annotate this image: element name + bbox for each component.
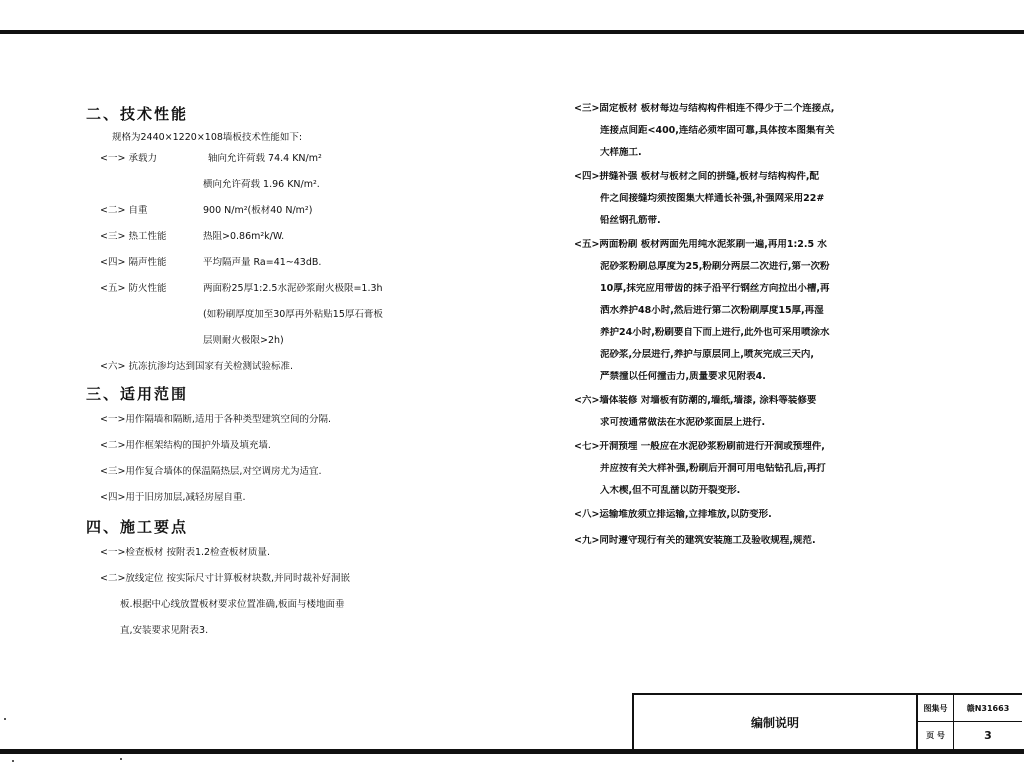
- construction-item: <三>固定板材 板材每边与结构构件相连不得少于二个连接点,: [574, 103, 835, 114]
- section-title-scope: 三、适用范围: [86, 385, 189, 403]
- construction-item-continuation: 件之间接缝均须按图集大样通长补强,补强网采用22#: [600, 193, 825, 204]
- property-row: [100, 283, 498, 297]
- construction-item-continuation: 泥砂浆,分层进行,养护与原层同上,喷灰完成三天内,: [600, 349, 814, 360]
- property-label: <三> 热工性能: [100, 231, 167, 242]
- property-row: [100, 309, 498, 323]
- construction-item: <四>拼缝补强 板材与板材之间的拼缝,板材与结构构件,配: [574, 171, 819, 182]
- property-row: [100, 153, 498, 167]
- scope-item: <三>用作复合墙体的保温隔热层,对空调房尤为适宜.: [100, 466, 322, 477]
- scope-item: <一>用作隔墙和隔断,适用于各种类型建筑空间的分隔.: [100, 414, 331, 425]
- property-value: 轴向允许荷载 74.4 KN/m²: [208, 153, 322, 164]
- construction-item-continuation: 养护24小时,粉刷要自下而上进行,此外也可采用喷涂水: [600, 327, 830, 338]
- construction-item-continuation: 洒水养护48小时,然后进行第二次粉刷厚度15厚,再湿: [600, 305, 824, 316]
- section-title-technical-performance: 二、技术性能: [86, 105, 189, 123]
- left-column: [78, 103, 498, 651]
- construction-item: <九>同时遵守现行有关的建筑安装施工及验收规程,规范.: [574, 535, 816, 546]
- construction-item-continuation: 直,安装要求见附表3.: [120, 625, 209, 636]
- property-row: [100, 179, 498, 193]
- scan-speck: [12, 760, 14, 762]
- spec-intro: 规格为2440×1220×108墙板技术性能如下:: [112, 132, 303, 143]
- property-value: 平均隔声量 Ra=41~43dB.: [203, 257, 322, 268]
- property-row: [100, 231, 498, 245]
- construction-item-continuation: 连接点间距<400,连结必须牢固可靠,具体按本图集有关: [600, 125, 835, 136]
- atlas-number-label: 图集号: [918, 695, 954, 722]
- property-table: [100, 153, 498, 349]
- scope-item: <四>用于旧房加层,减轻房屋自重.: [100, 492, 246, 503]
- property-value: 两面粉25厚1:2.5水泥砂浆耐火极限=1.3h: [203, 283, 383, 294]
- drawing-name: 编制说明: [634, 695, 918, 749]
- construction-item-continuation: 并应按有关大样补强,粉刷后开洞可用电钻钻孔后,再打: [600, 463, 826, 474]
- construction-item-continuation: 10厚,抹完应用带齿的抹子沿平行钢丝方向拉出小槽,再: [600, 283, 830, 294]
- construction-item: <二>放线定位 按实际尺寸计算板材块数,并同时裁补好洞嵌: [100, 573, 350, 584]
- property-row: [100, 205, 498, 219]
- section-title-construction: 四、施工要点: [86, 518, 189, 536]
- scan-speck: [120, 758, 122, 760]
- construction-item: <一>检查板材 按附表1.2检查板材质量.: [100, 547, 271, 558]
- property-value: 热阻>0.86m²k/W.: [203, 231, 285, 242]
- drawing-bottom-border: [0, 749, 1024, 754]
- property-label: <五> 防火性能: [100, 283, 167, 294]
- property-row: [100, 257, 498, 271]
- construction-item: <六>墙体装修 对墙板有防潮的,墙纸,墙漆, 涂料等装修要: [574, 395, 817, 406]
- construction-item-continuation: 入木楔,但不可乱凿以防开裂变形.: [600, 485, 741, 496]
- construction-item-continuation: 大样施工.: [600, 147, 642, 158]
- construction-item: <五>两面粉刷 板材两面先用纯水泥浆刷一遍,再用1:2.5 水: [574, 239, 827, 250]
- construction-item: <八>运输堆放须立排运输,立排堆放,以防变形.: [574, 509, 772, 520]
- property-value: 横向允许荷载 1.96 KN/m².: [203, 179, 320, 190]
- property-label: <一> 承载力: [100, 153, 157, 164]
- construction-item-continuation: 求可按通常做法在水泥砂浆面层上进行.: [600, 417, 766, 428]
- property-value: (如粉刷厚度加至30厚再外粘贴15厚石膏板: [203, 309, 383, 320]
- property-label: <二> 自重: [100, 205, 148, 216]
- construction-item-continuation: 板.根据中心线放置板材要求位置准确,板面与楼地面垂: [120, 599, 345, 610]
- construction-item: <七>开洞预埋 一般应在水泥砂浆粉刷前进行开洞或预埋件,: [574, 441, 825, 452]
- scan-speck: [4, 718, 6, 720]
- frost-resistance-note: <六> 抗冻抗渗均达到国家有关检测试验标准.: [100, 361, 293, 372]
- property-value: 层则耐火极限>2h): [203, 335, 284, 346]
- construction-item-continuation: 严禁撞以任何撞击力,质量要求见附表4.: [600, 371, 766, 382]
- property-row: [100, 335, 498, 349]
- page-number-label: 页 号: [918, 722, 954, 749]
- atlas-number: 赣N31663: [954, 695, 1022, 722]
- property-label: <四> 隔声性能: [100, 257, 167, 268]
- drawing-top-border: [0, 30, 1024, 34]
- construction-item-continuation: 铅丝钢孔筋带.: [600, 215, 661, 226]
- right-column: [574, 103, 954, 557]
- scope-item: <二>用作框架结构的围护外墙及填充墙.: [100, 440, 271, 451]
- title-block: [632, 693, 1022, 749]
- property-value: 900 N/m²(板材40 N/m²): [203, 205, 313, 216]
- page-number: 3: [984, 729, 992, 742]
- construction-item-continuation: 泥砂浆粉刷总厚度为25,粉刷分两层二次进行,第一次粉: [600, 261, 830, 272]
